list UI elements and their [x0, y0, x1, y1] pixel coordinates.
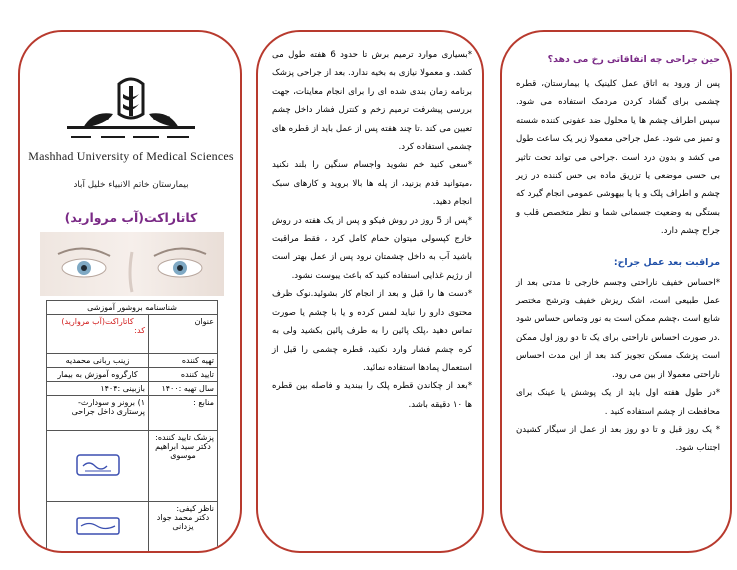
university-name: Mashhad University of Medical Sciences [28, 149, 234, 163]
postop-heading: مراقبت بعد عمل جراح: [613, 256, 720, 268]
brochure-id-table [46, 300, 218, 553]
supervisor-name: دکتر محمد جواد یزدانی [156, 513, 210, 531]
surgery-heading: حین جراحی چه اتفاقاتی رخ می دهد؟ [547, 54, 720, 65]
doctor-approve-label: پزشک تایید کننده: [155, 433, 214, 442]
hospital-name: بیمارستان خاتم الانبیاء خلیل آباد [73, 180, 189, 190]
eyes-photo [40, 232, 224, 296]
table-header: شناسنامه بروشور آموزشی [47, 301, 218, 315]
right-content [516, 54, 720, 458]
paragraph-drop-interval: *بعد از چکاندن قطره پلک را ببندید و فاصله بین قطره ها ۱۰ دقیقه باشد. [272, 381, 472, 410]
right-panel [500, 30, 732, 553]
list-item: * یک روز قبل و تا دو روز بعد از عمل از سیگار کشیدن اجتناب شود. [516, 424, 720, 454]
stamp-icon [75, 452, 121, 478]
paragraph-bathing: *پس از 5 روز در روش فیکو و پس از یک هفته در روش خارج کپسولی میتوان حمام کامل کرد ، فقط مراقبت باشید آب به داخل چشمتان نرود پس از عمل بهتر است از رژیم غذایی استفاده کنید که باعث یبوست نشود. [272, 215, 472, 281]
doctor-approve-cell [149, 431, 218, 502]
supervisor-label: ناظر کیفی: [176, 504, 214, 513]
doctor-stamp-cell [47, 431, 149, 502]
paragraph-healing: *بسیاری موارد ترمیم برش تا حدود 6 هفته طول می کشد. و معمولا نیازی به بخیه ندارد. بعد از جراحی پزشک برنامه زمان بندی شده ای را برای انجام معاینات، جهت بررسی پیشرفت ترمیم زخم و کنترل فشار داخل چشم تعیین می کند .تا چند هفته پس از عمل باید از قطره های چشمی استفاده کرد. [272, 50, 472, 153]
mums-logo-icon [61, 76, 201, 148]
review-label: بازبینی :۱۴۰۴ [47, 382, 149, 396]
title-value: کاتاراکت(آب مروارید) [61, 317, 134, 326]
stamp-icon [75, 513, 121, 539]
title-label: عنوان [149, 315, 218, 354]
title-cell [47, 315, 149, 354]
middle-text [272, 46, 472, 414]
middle-panel [256, 30, 484, 553]
list-item: *احساس خفیف ناراحتی وجسم خارجی تا مدتی بعد از عمل طبیعی است، اشک ریزش خفیف وترشح مختصر شایع است ،چشم ممکن است به نور وتماس حساس شود .در صورت احساس ناراحتی برای یک تا دو روز اول ممکن است پزشک مسکن تجویز کند بعد از این مدت احساس ناراحتی معمولا از بین می رود. [516, 277, 720, 380]
postop-list [516, 274, 720, 458]
list-item: *در طول هفته اول باید از یک پوشش یا عینک برای محافظت از چشم استفاده کنید . [516, 388, 720, 417]
paragraph-eye-drops: *دست ها را قبل و بعد از انجام کار بشوئید.نوک ظرف محتوی دارو را نباید لمس کرده و یا با چشم یا صورت تماس دهید ،پلک پائین را به طرف پائین بکشید ولی به کره چشم فشار وارد نکنید، قطره چشمی را قبل از استعمال پمادها استفاده نمائید. [272, 289, 472, 373]
year-label: سال تهیه :۱۴۰۰ [149, 382, 218, 396]
sources-label: منابع : [149, 396, 218, 431]
sources-value: ۱) برونر و سودارث-پرستاری داخل جراحی [47, 396, 149, 431]
surgery-paragraph: پس از ورود به اتاق عمل کلینیک یا بیمارستان، قطره چشمی برای گشاد کردن مردمک استفاده می شود. سپس اطراف چشم ها یا محلول ضد عفونی کننده شسته و تمیز می شود. عمل جراحی معمولا زیر یک ساعت طول می کشد و بدون درد است .جراحی می تواند تحت تاثیر بی حسی موضعی یا تزریق ماده بی حس کننده در زیر چشم و اطراف پلک و یا یا بیهوشی عمومی انجام گیرد که بستگی به وضعیت جسمانی شما و نظر متخصص قلب و جراح چشم دارد. [516, 79, 720, 237]
brochure-title: کاتاراکت(آب مروارید) [64, 210, 198, 225]
university-logo [26, 76, 236, 162]
supervisor-cell [149, 502, 218, 553]
code-label: کد: [134, 326, 145, 335]
paragraph-activity: *سعی کنید خم نشوید واجسام سنگین را بلند نکنید ،میتوانید قدم بزنید، از پله ها بالا بروید و کارهای سبک انجام دهید. [272, 160, 472, 208]
approved-value: کارگروه آموزش به بیمار [47, 368, 149, 382]
approved-label: تایید کننده [149, 368, 218, 382]
left-panel [18, 30, 242, 553]
prepared-value: زینب ربانی محمدیه [47, 354, 149, 368]
doctor-approve-name: دکتر سید ابراهیم موسوی [155, 442, 211, 460]
supervisor-stamp-cell [47, 502, 149, 553]
prepared-label: تهیه کننده [149, 354, 218, 368]
